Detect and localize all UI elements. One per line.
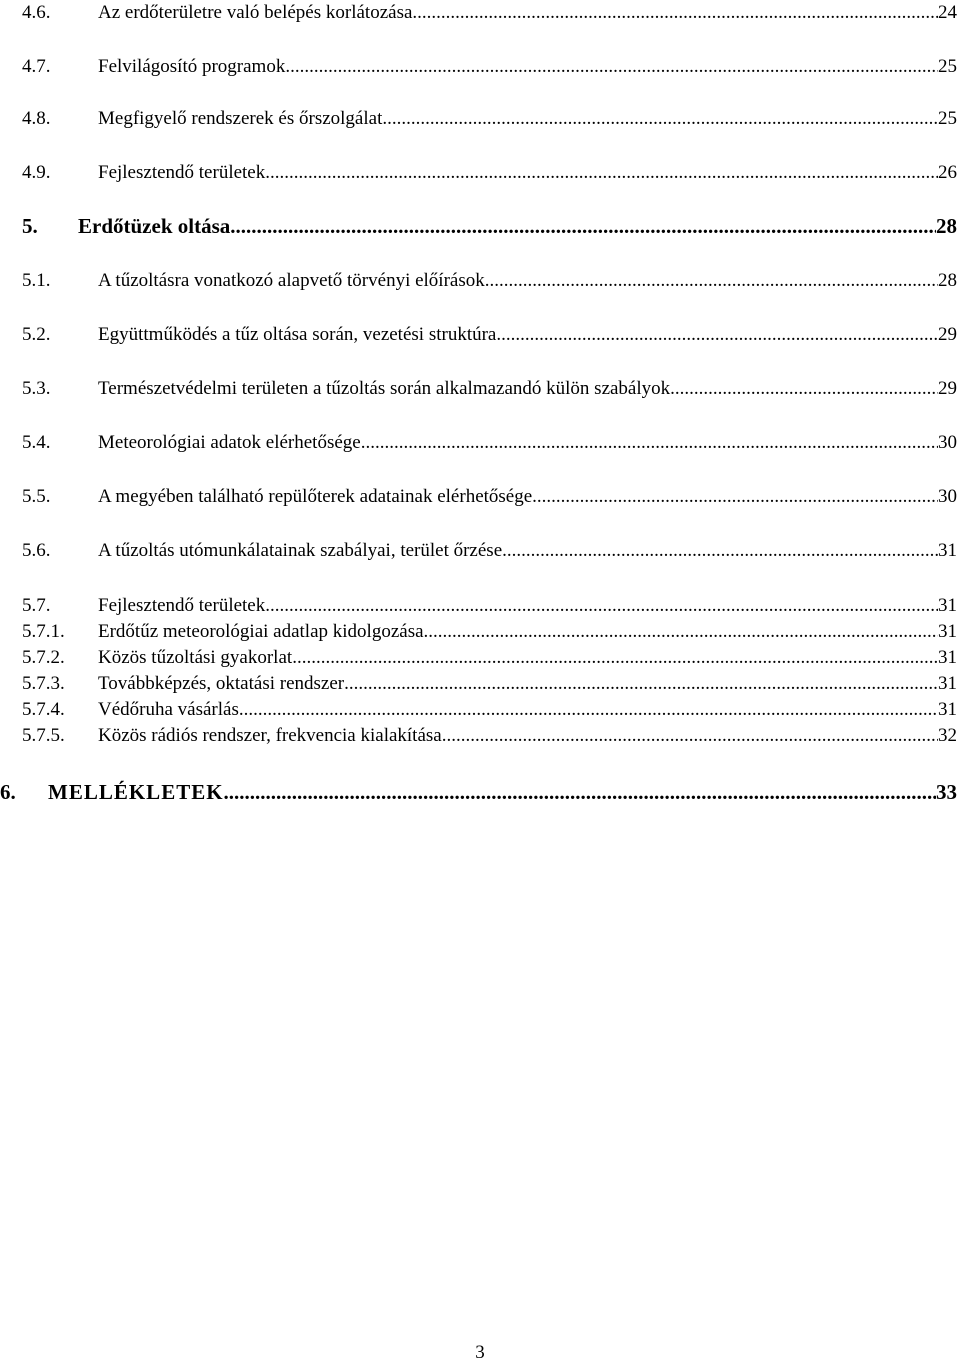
toc-entry-page: 26 [938,162,957,183]
toc-entry-title: A tűzoltás utómunkálatainak szabályai, terület őrzése [98,540,503,561]
toc-entry-5-1[interactable] [0,268,960,298]
toc-dot-leader [412,0,938,26]
toc-dot-leader [265,594,938,618]
toc-entry-number: 5.4. [22,432,51,453]
toc-dot-leader [502,538,938,564]
toc-entry-row [98,698,957,722]
toc-entry-title: A megyében található repülőterek adatainak elérhetősége [98,486,533,507]
toc-entry-4-8[interactable] [0,106,960,136]
toc-dot-leader [344,672,938,696]
toc-dot-leader [239,698,938,722]
toc-entry-page: 25 [938,56,957,77]
toc-entry-number: 5.7.2. [22,647,65,668]
toc-entry-title: Erdőtüzek oltása [78,214,231,238]
toc-entry-number: 5.7. [22,595,51,616]
toc-dot-leader [496,322,938,348]
toc-entry-5-5[interactable] [0,484,960,514]
toc-entry-number: 5.7.1. [22,621,65,642]
toc-entry-page: 30 [938,486,957,507]
toc-dot-leader [485,268,938,294]
toc-dot-leader [285,54,938,80]
toc-entry-page: 31 [938,647,957,668]
toc-entry-5-2[interactable] [0,322,960,352]
toc-entry-4-9[interactable] [0,160,960,190]
toc-entry-page: 28 [936,214,957,238]
toc-entry-row [98,620,957,644]
toc-entry-page: 29 [938,324,957,345]
toc-entry-5-4[interactable] [0,430,960,460]
toc-entry-4-7[interactable] [0,54,960,84]
toc-entry-page: 31 [938,595,957,616]
toc-entry-row [98,268,957,294]
toc-entry-number: 5.7.3. [22,673,65,694]
toc-entry-row [98,430,957,456]
toc-dot-leader [424,620,938,644]
toc-entry-row [98,538,957,564]
toc-entry-title: MELLÉKLETEK [48,780,224,804]
toc-entry-6[interactable] [0,778,960,808]
toc-entry-5-7-5[interactable] [0,724,960,754]
toc-entry-number: 6. [0,780,16,804]
toc-dot-leader [442,724,938,748]
toc-dot-leader [382,106,938,132]
toc-entry-page: 31 [938,621,957,642]
toc-entry-page: 28 [938,270,957,291]
toc-entry-title: Együttműködés a tűz oltása során, vezetési struktúra [98,324,497,345]
toc-entry-row [98,724,957,748]
toc-entry-4-6[interactable] [0,0,960,30]
toc-entry-row [98,0,957,26]
toc-entry-row [98,646,957,670]
toc-entry-row [98,106,957,132]
toc-entry-page: 33 [936,780,957,804]
toc-entry-title: Meteorológiai adatok elérhetősége [98,432,361,453]
toc-entry-row [78,213,957,239]
toc-entry-5-6[interactable] [0,538,960,568]
toc-entry-title: Az erdőterületre való belépés korlátozása [98,2,413,23]
toc-entry-title: Továbbképzés, oktatási rendszer [98,673,345,694]
toc-entry-number: 4.9. [22,162,51,183]
toc-entry-title: Erdőtűz meteorológiai adatlap kidolgozása [98,621,424,642]
toc-entry-number: 5.7.5. [22,725,65,746]
toc-entry-page: 32 [938,725,957,746]
page-number: 3 [475,1342,485,1363]
toc-entry-row [98,484,957,510]
toc-entry-row [48,778,957,806]
toc-entry-number: 5.7.4. [22,699,65,720]
toc-entry-row [98,672,957,696]
toc-dot-leader [292,646,938,670]
toc-entry-5[interactable] [0,213,960,243]
toc-entry-page: 25 [938,108,957,129]
toc-dot-leader [230,213,936,239]
toc-entry-number: 4.8. [22,108,51,129]
toc-dot-leader [361,430,938,456]
toc-dot-leader [532,484,938,510]
toc-entry-number: 5.6. [22,540,51,561]
toc-entry-page: 31 [938,540,957,561]
toc-entry-number: 5.2. [22,324,51,345]
toc-entry-title: Fejlesztendő területek [98,595,266,616]
toc-entry-page: 29 [938,378,957,399]
toc-entry-page: 31 [938,673,957,694]
toc-dot-leader [670,376,938,402]
toc-entry-page: 30 [938,432,957,453]
toc-entry-title: A tűzoltásra vonatkozó alapvető törvényi előírások [98,270,485,291]
toc-entry-row [98,376,957,402]
toc-entry-title: Megfigyelő rendszerek és őrszolgálat [98,108,383,129]
toc-entry-title: Közös rádiós rendszer, frekvencia kialakítása [98,725,442,746]
toc-entry-row [98,160,957,186]
toc-entry-row [98,54,957,80]
toc-entry-title: Felvilágosító programok [98,56,286,77]
toc-entry-row [98,594,957,618]
toc-dot-leader [265,160,938,186]
toc-entry-number: 5.1. [22,270,51,291]
toc-entry-number: 5.3. [22,378,51,399]
toc-entry-page: 24 [938,2,957,23]
toc-entry-number: 5. [22,214,38,238]
toc-entry-number: 4.7. [22,56,51,77]
toc-entry-title: Természetvédelmi területen a tűzoltás során alkalmazandó külön szabályok [98,378,671,399]
toc-entry-number: 4.6. [22,2,51,23]
toc-entry-page: 31 [938,699,957,720]
toc-entry-title: Közös tűzoltási gyakorlat [98,647,293,668]
toc-entry-title: Védőruha vásárlás [98,699,239,720]
toc-entry-number: 5.5. [22,486,51,507]
toc-entry-5-3[interactable] [0,376,960,406]
toc-entry-row [98,322,957,348]
toc-dot-leader [224,778,936,806]
toc-entry-title: Fejlesztendő területek [98,162,266,183]
